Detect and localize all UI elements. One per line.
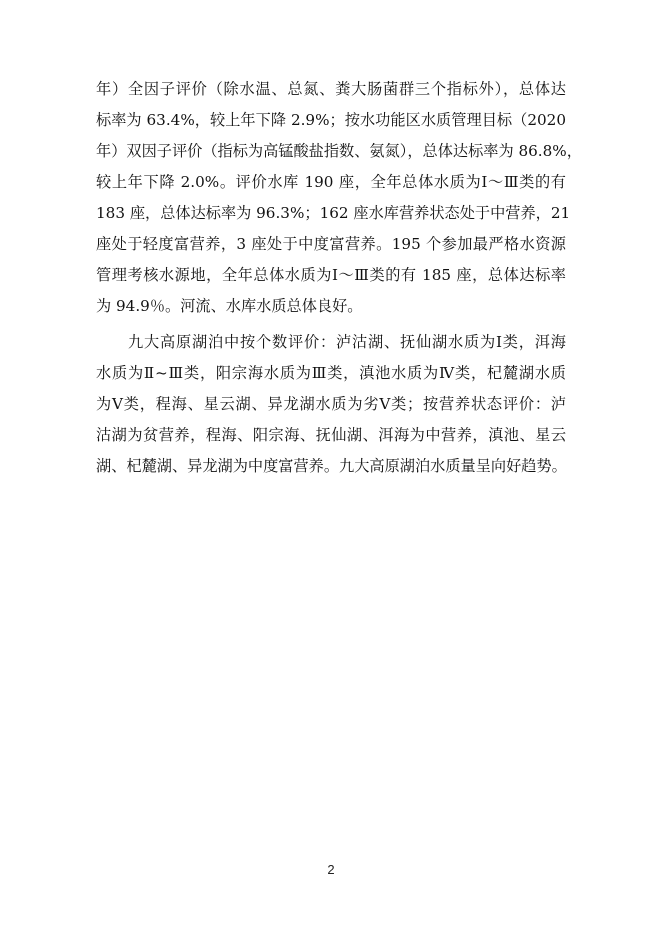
paragraph-plateau-lakes: [96, 327, 566, 482]
paragraph-line: 湖、杞麓湖、异龙湖为中度富营养。九大高原湖泊水质量呈向好趋势。: [96, 457, 567, 475]
paragraph-line: 183 座，总体达标率为 96.3%；162 座水库营养状态处于中营养，21: [96, 204, 571, 222]
paragraph-water-quality-summary: [96, 74, 582, 322]
paragraph-line: 年）全因子评价（除水温、总氮、粪大肠菌群三个指标外），总体达: [96, 80, 566, 98]
paragraph-line: 较上年下降 2.0%。评价水库 190 座，全年总体水质为Ⅰ～Ⅲ类的有: [96, 173, 566, 191]
paragraph-line: 为 94.9％。河流、水库水质总体良好。: [96, 297, 363, 315]
body-text: [96, 74, 582, 482]
paragraph-line: 标率为 63.4%，较上年下降 2.9%；按水功能区水质管理目标（2020: [96, 111, 566, 129]
page-number: 2: [327, 862, 335, 877]
paragraph-line: 座处于轻度富营养，3 座处于中度富营养。195 个参加最严格水资源: [96, 235, 566, 253]
paragraph-line: 九大高原湖泊中按个数评价：泸沽湖、抚仙湖水质为Ⅰ类，洱海: [96, 333, 566, 351]
paragraph-line: 水质为Ⅱ~Ⅲ类，阳宗海水质为Ⅲ类，滇池水质为Ⅳ类，杞麓湖水质: [96, 364, 566, 382]
paragraph-line: 为Ⅴ类，程海、星云湖、异龙湖水质为劣Ⅴ类；按营养状态评价：泸: [96, 395, 566, 413]
paragraph-line: 管理考核水源地，全年总体水质为Ⅰ～Ⅲ类的有 185 座，总体达标率: [96, 266, 566, 284]
paragraph-line: 年）双因子评价（指标为高锰酸盐指数、氨氮），总体达标率为 86.8%，: [96, 142, 582, 160]
paragraph-line: 沽湖为贫营养，程海、阳宗海、抚仙湖、洱海为中营养，滇池、星云: [96, 426, 566, 444]
